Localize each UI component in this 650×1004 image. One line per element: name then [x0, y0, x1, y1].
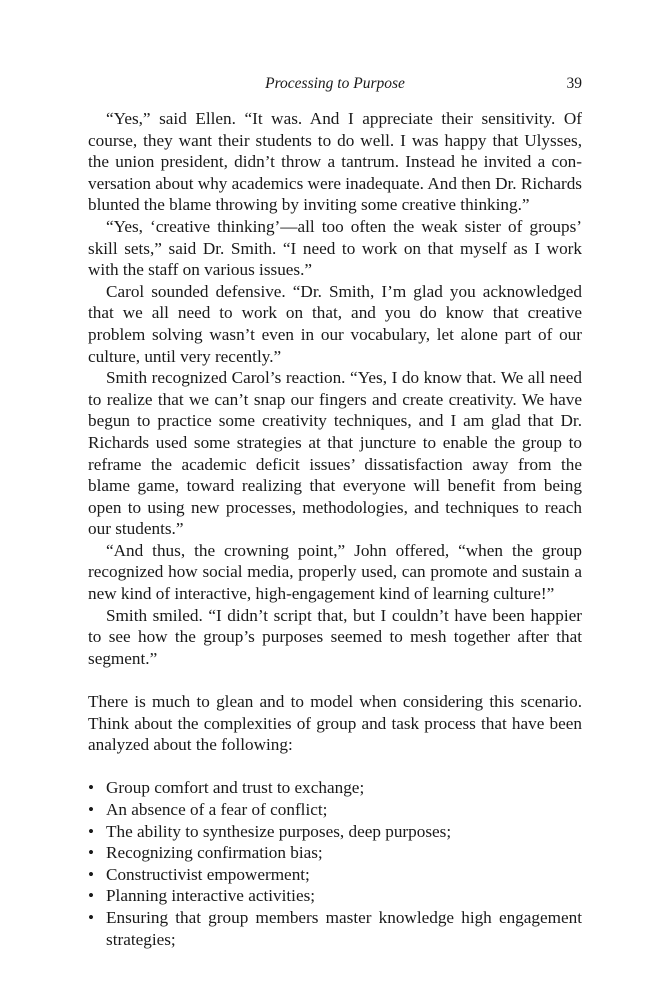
paragraph: “Yes,” said Ellen. “It was. And I appreciate their sensitivity. Of course, they want their students to do well. I was happy that Ulysses, the union president, didn’t throw a tantrum. Instead he invited a conversation about why academics were inadequate. And then Dr. Richards blunted the blame throwing by inviting some creative thinking.”: [88, 109, 582, 215]
bullet-icon: •: [88, 886, 95, 906]
paragraph: Carol sounded defensive. “Dr. Smith, I’m glad you acknowledged that we all need to work on that, and you do know that creative problem solving wasn’t even in our vocabulary, let alone part of our culture, until very recently.”: [88, 281, 582, 366]
page-content: [88, 72, 582, 950]
page-number: 39: [566, 75, 582, 92]
list-item: [88, 864, 582, 886]
list-item: [88, 799, 582, 821]
list-item: [88, 907, 582, 950]
bullet-icon: •: [88, 821, 95, 841]
bullet-icon: •: [88, 778, 95, 798]
running-header: [88, 72, 582, 96]
bullet-icon: •: [88, 843, 95, 863]
list-item: [88, 777, 582, 799]
list-item-text: Group comfort and trust to exchange;: [106, 778, 365, 798]
running-title: Processing to Purpose: [265, 75, 405, 92]
list-item-text: An absence of a fear of conflict;: [106, 800, 328, 819]
bullet-list: [88, 777, 582, 950]
bullet-icon: •: [88, 800, 95, 819]
list-item: [88, 885, 582, 907]
list-item: [88, 842, 582, 864]
list-item: [88, 821, 582, 843]
list-item-text: Ensuring that group members master knowledge high engagement strategies;: [106, 907, 582, 949]
list-item-text: Constructivist empowerment;: [106, 864, 310, 884]
bullet-icon: •: [88, 864, 95, 884]
paragraph: Smith recognized Carol’s reaction. “Yes, I do know that. We all need to realize that we can’t snap our fingers and create creativity. We have begun to practice some creativity techniques, and I am glad that Dr. Richards used some strategies at that juncture to enable the group to reframe the academic deficit issues’ dissatisfaction away from the blame game, toward realizing that everyone will benefit from being open to using new processes, methodologies, and techniques to reach our students.”: [88, 368, 582, 539]
list-item-text: Planning interactive activities;: [106, 886, 316, 906]
dialogue-text: [88, 108, 582, 756]
bullet-icon: •: [88, 907, 95, 927]
paragraph: “Yes, ‘creative thinking’—all too often the weak sister of groups’ skill sets,” said Dr. Smith. “I need to work on that myself as I work with the staff on various issues.”: [88, 216, 582, 280]
paragraph: “And thus, the crowning point,” John offered, “when the group recognized how social media, properly used, can promote and sustain a new kind of interactive, high-engagement kind of learning culture!”: [88, 540, 582, 604]
list-item-text: The ability to synthesize purposes, deep purposes;: [106, 821, 452, 841]
summary-paragraph: There is much to glean and to model when considering this scenario. Think about the complexities of group and task process that have been analyzed about the following:: [88, 692, 582, 755]
list-item-text: Recognizing confirmation bias;: [106, 843, 323, 863]
paragraph: Smith smiled. “I didn’t script that, but I couldn’t have been happier to see how the group’s purposes seemed to mesh together after that segment.”: [88, 605, 582, 668]
